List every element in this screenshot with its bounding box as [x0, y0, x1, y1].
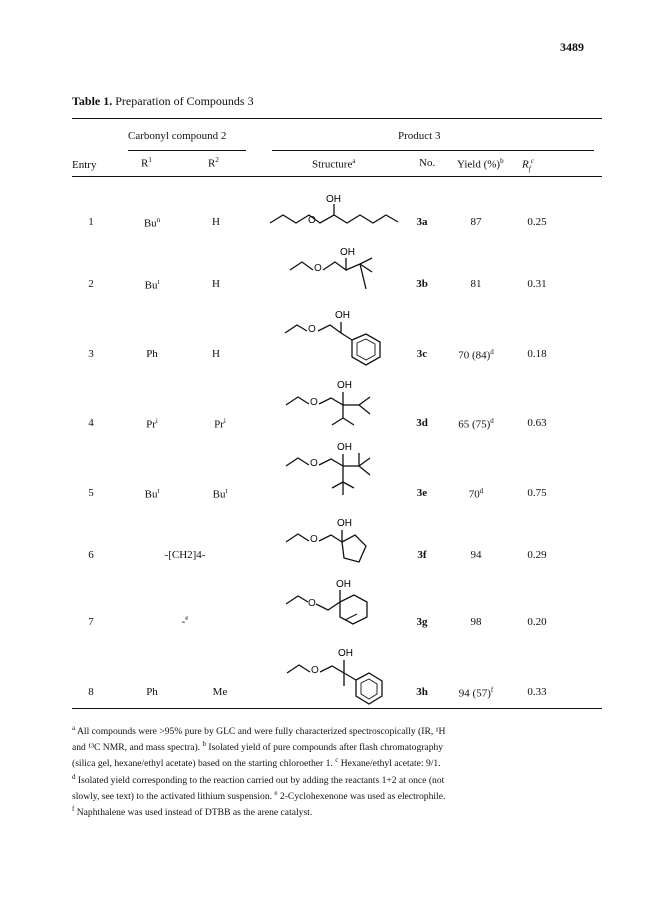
compound-number: 3d [416, 417, 428, 429]
footnote-d: $^d$ Isolated yield corresponding to the reaction carried out by adding the reactants 1+2 at once (not [72, 772, 445, 786]
table-footnotes [72, 722, 592, 819]
svg-text:O: O [310, 397, 318, 408]
r1-value: Ph [146, 686, 158, 698]
yield-value: 70$^d$ [468, 487, 484, 501]
rf-value: 0.75 [527, 487, 547, 499]
hydroxyl-label: OH [337, 442, 352, 453]
compound-number: 3h [416, 686, 428, 698]
hydroxyl-label: OH [326, 194, 341, 205]
footnote-b-c: (silica gel, hexane/ethyl acetate) based on the starting chloroether 1. $^c$ Hexane/ethyl acetate: 9/1. [72, 756, 441, 770]
compound-number: 3e [416, 487, 428, 499]
rf-value: 0.29 [527, 549, 547, 561]
header-carbonyl-compound: Carbonyl compound 2 [128, 130, 227, 142]
compound-number: 3a [416, 216, 428, 228]
header-no: No. [419, 157, 436, 169]
svg-text:O: O [311, 665, 319, 676]
header-yield: Yield (%)$^b$ [457, 157, 504, 171]
r2-value: H [212, 216, 220, 228]
header-r2: $R^2$ [208, 156, 219, 170]
r2-value: Pr$^i$ [214, 417, 226, 431]
compound-number: 3c [416, 348, 428, 360]
r1-value: Bu$^n$ [143, 216, 161, 230]
r2-value: Bu$^t$ [212, 487, 228, 501]
rf-value: 0.20 [527, 616, 547, 628]
rf-value: 0.25 [527, 216, 547, 228]
entry-number: 1 [88, 216, 94, 228]
yield-value: 87 [470, 216, 482, 228]
r2-value: Me [212, 686, 228, 698]
r1-value: Pr$^i$ [146, 417, 158, 431]
svg-text:O: O [308, 324, 316, 335]
footnote-a: $^a$ All compounds were >95% pure by GLC and were fully characterized spectroscopically (IR, ¹H [72, 724, 446, 738]
compound-number: 3b [416, 278, 428, 290]
entry-number: 3 [88, 348, 94, 360]
table-title-label: Table 1. [72, 94, 113, 108]
footnote-a-b: and ¹³C NMR, and mass spectra). $^b$ Isolated yield of pure compounds after flash chromatography [72, 740, 444, 754]
table-title-text: Preparation of Compounds 3 [115, 94, 254, 108]
page-number: 3489 [560, 40, 584, 54]
svg-text:O: O [308, 215, 316, 226]
header-rf: $R_f^c$ [522, 157, 534, 173]
entry-number: 2 [88, 278, 94, 290]
header-product: Product 3 [398, 130, 441, 142]
hydroxyl-label: OH [336, 579, 351, 590]
entry-number: 6 [88, 549, 94, 561]
footnote-d-e: slowly, see text) to the activated lithium suspension. $^e$ 2-Cyclohexenone was used as electrophile. [72, 788, 446, 802]
r1r2-value: -$^e$ [181, 614, 189, 628]
hydroxyl-label: OH [337, 518, 352, 529]
hydroxyl-label: OH [335, 310, 350, 321]
yield-value: 81 [470, 278, 482, 290]
rf-value: 0.31 [527, 278, 547, 290]
hydroxyl-label: OH [340, 247, 355, 258]
rf-value: 0.33 [527, 686, 547, 698]
header-entry: Entry [72, 159, 97, 171]
rf-value: 0.18 [527, 348, 547, 360]
entry-number: 4 [88, 417, 94, 429]
compound-number: 3f [417, 549, 427, 561]
entry-number: 5 [88, 487, 94, 499]
r2-value: H [212, 348, 220, 360]
r2-value: H [212, 278, 220, 290]
yield-value: 94 $(57)^f$ [458, 686, 494, 700]
rf-value: 0.63 [527, 417, 547, 429]
r1-value: Ph [146, 348, 158, 360]
r1-value: Bu$^t$ [144, 278, 160, 292]
hydroxyl-label: OH [338, 648, 353, 659]
entry-number: 8 [88, 686, 94, 698]
yield-value: 94 [470, 549, 482, 561]
header-structure: Structure$^a$ [312, 157, 356, 171]
svg-text:O: O [314, 263, 322, 274]
header-r1: $R^1$ [141, 156, 152, 170]
r1r2-value: -[CH2]4- [164, 549, 206, 561]
yield-value: 65 $(75)^d$ [458, 417, 494, 431]
svg-text:O: O [308, 598, 316, 609]
footnote-f: $^f$ Naphthalene was used instead of DTBB as the arene catalyst. [72, 804, 313, 819]
yield-value: 70 $(84)^d$ [458, 348, 494, 362]
compound-number: 3g [416, 616, 428, 628]
yield-value: 98 [470, 616, 482, 628]
svg-text:O: O [310, 534, 318, 545]
r1-value: Bu$^t$ [144, 487, 160, 501]
entry-number: 7 [88, 616, 94, 628]
svg-text:O: O [310, 458, 318, 469]
hydroxyl-label: OH [337, 380, 352, 391]
